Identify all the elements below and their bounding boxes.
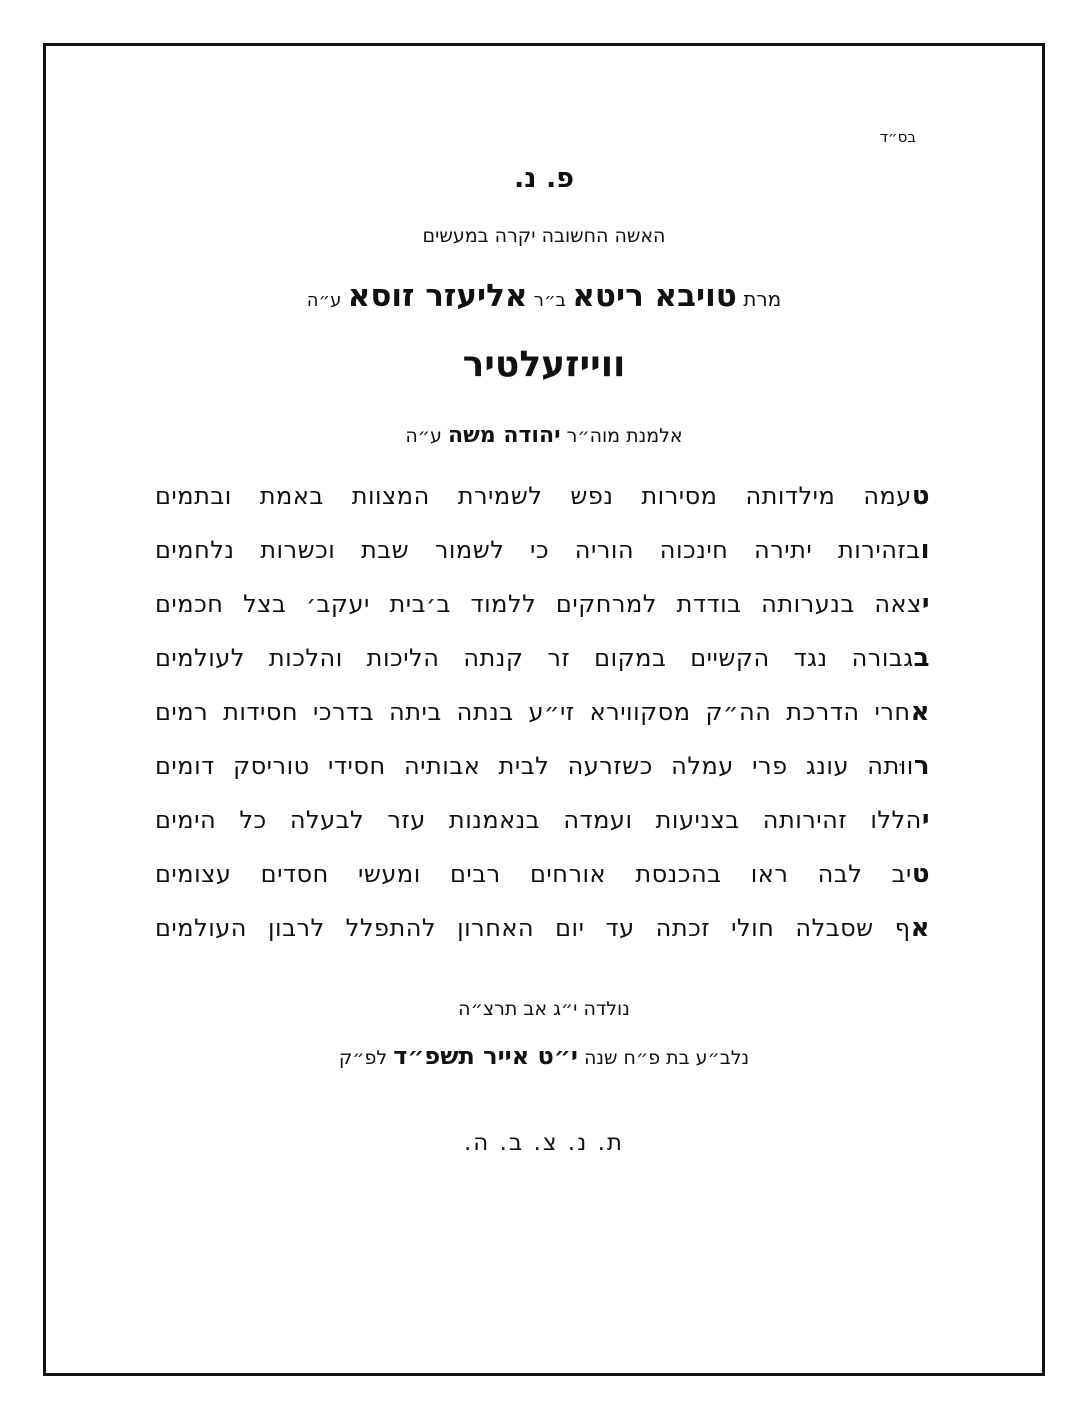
honorific-line: האשה החשובה יקרה במעשים [422, 225, 666, 247]
poem-text: הללו זהירותה בצניעות ועמדה בנאמנות עזר לבעלה כל הימים [155, 806, 922, 834]
widow-prefix: אלמנת מוה״ר [566, 425, 683, 447]
death-line [0, 1042, 1088, 1070]
death-suffix: לפ״ק [338, 1047, 388, 1069]
name-suffix: ע״ה [306, 290, 342, 311]
poem-initial: א [910, 913, 930, 943]
birth-date: נולדה י״ג אב תרצ״ה [458, 998, 630, 1020]
acrostic-poem [155, 476, 930, 962]
father-name: אליעזר זוסא [347, 278, 528, 314]
poem-text: עמה מילדותה מסירות נפש לשמירת המצוות באמת ובתמים [155, 482, 912, 510]
husband-name: יהודה משה [447, 423, 561, 448]
poem-line [155, 476, 930, 530]
poem-line [155, 638, 930, 692]
poem-line [155, 800, 930, 854]
tnzbh-footer: ת. נ. צ. ב. ה. [463, 1130, 625, 1156]
poem-initial: ב [913, 643, 930, 673]
poem-initial: ט [911, 859, 930, 889]
death-date: י״ט אייר תשפ״ד [393, 1042, 578, 1070]
pn-heading: פ. נ. [514, 163, 574, 194]
poem-line [155, 530, 930, 584]
title-mrs: מרת [743, 287, 782, 311]
poem-line [155, 692, 930, 746]
death-prefix: נלב״ע בת פ״ח שנה [584, 1047, 750, 1069]
poem-line [155, 854, 930, 908]
poem-text: חרי הדרכת הה״ק מסקווירא זי״ע בנתה ביתה בדרכי חסידות רמים [155, 698, 911, 726]
widow-line [0, 423, 1088, 448]
poem-text: ווּתה עונג פרי עמלה כשזרעה לבית אבותיה חסידי טוריסק דומים [155, 752, 914, 780]
surname: ווייזעלטיר [462, 344, 626, 385]
poem-initial: י [921, 805, 930, 835]
poem-line [155, 584, 930, 638]
poem-text: ף שסבלה חולי זכתה עד יום האחרון להתפלל לרבון העולמים [155, 914, 911, 942]
bsd-header: בס״ד [879, 128, 916, 146]
poem-initial: א [910, 697, 930, 727]
widow-suffix: ע״ה [405, 425, 442, 447]
bat-rabbi: ב״ר [533, 290, 566, 311]
poem-initial: ר [913, 751, 930, 781]
poem-initial: ו [920, 535, 930, 565]
poem-text: בזהירות יתירה חינכוה הוריה כי לשמור שבת וכשרות נלחמים [155, 536, 921, 564]
name-line [0, 278, 1088, 314]
poem-text: גבורה נגד הקשיים במקום זר קנתה הליכות והלכות לעולמים [155, 644, 914, 672]
deceased-first-name: טויבא ריטא [572, 278, 737, 314]
poem-text: צאה בנערותה בודדת למרחקים ללמוד ב׳בית יעקב׳ בצל חכמים [155, 590, 922, 618]
poem-text: יב לבה ראו בהכנסת אורחים רבים ומעשי חסדים עצומים [155, 860, 912, 888]
poem-initial: י [921, 589, 930, 619]
poem-line [155, 746, 930, 800]
poem-line [155, 908, 930, 962]
poem-initial: ט [911, 481, 930, 511]
